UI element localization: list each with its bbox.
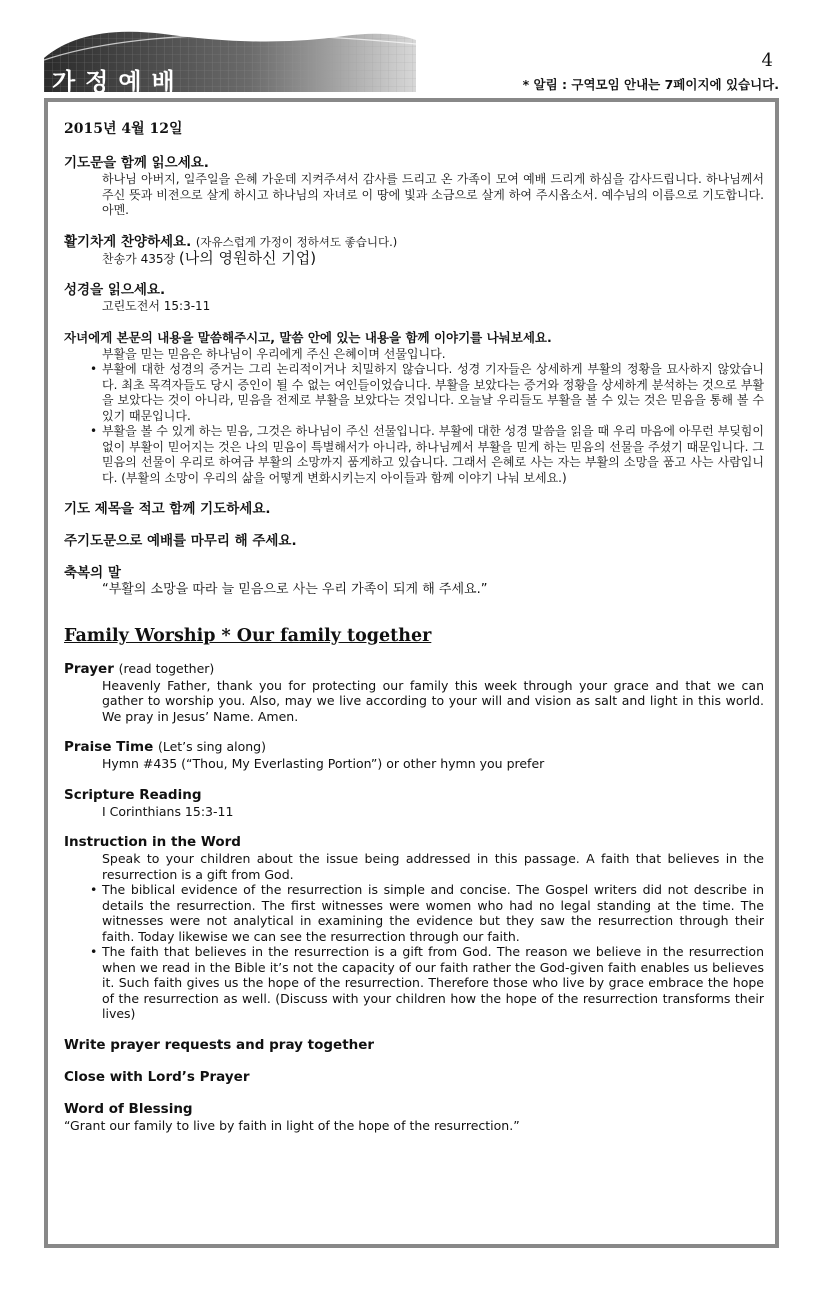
ko-praise-hymn <box>64 248 764 268</box>
en-praise-heading: Praise Time <box>64 739 154 755</box>
en-blessing-heading: Word of Blessing <box>64 1100 193 1117</box>
ko-hymn-number: 찬송가 435장 <box>102 251 176 266</box>
en-close-heading: Close with Lord’s Prayer <box>64 1068 250 1085</box>
ko-instruction-heading: 자녀에게 본문의 내용을 말씀해주시고, 말씀 안에 있는 내용을 함께 이야기를 나눠보세요. <box>64 329 552 345</box>
ko-scripture-section <box>64 281 764 315</box>
en-prayer-heading-row <box>64 660 764 678</box>
en-scripture-heading: Scripture Reading <box>64 786 202 803</box>
en-instruction-section <box>64 833 764 1022</box>
en-praise-heading-row <box>64 738 764 756</box>
en-blessing-text: “Grant our family to live by faith in light of the hope of the resurrection.” <box>64 1117 520 1133</box>
ko-blessing-text: “부활의 소망을 따라 늘 믿음으로 사는 우리 가족이 되게 해 주세요.” <box>102 582 488 597</box>
ko-instruction-intro: 부활을 믿는 믿음은 하나님이 우리에게 주신 은혜이며 선물입니다. <box>102 346 446 361</box>
list-item: • The faith that believes in the resurrection is a gift from God. The reason we believe in the resurrection when we read in the Bible it’s not the capacity of our faith rather the God-given faith enables us believes it. Such faith gives us the hope of the resurrection. Therefore those who live by grace embrace the hope of the resurrection as well. (Discuss with your children how the hope of the resurrection transforms their lives) <box>102 944 764 1022</box>
en-prayer-section <box>64 660 764 725</box>
en-prayer-text: Heavenly Father, thank you for protecting our family this week through your grace and that we can gather to worship you. Also, may we live according to your will and vision as salt and light in this world. We pray in Jesus’ Name. Amen. <box>102 677 764 724</box>
en-blessing-section <box>64 1100 764 1134</box>
ko-praise-section <box>64 233 764 268</box>
english-title: Family Worship * Our family together <box>64 625 432 646</box>
page-number: 4 <box>761 50 773 71</box>
ko-prayer-heading: 기도문을 함께 읽으세요. <box>64 155 209 171</box>
ko-close-heading: 주기도문으로 예배를 마무리 해 주세요. <box>64 533 297 549</box>
en-instruction-intro: Speak to your children about the issue being addressed in this passage. A faith that believes in the resurrection is a gift from God. <box>102 851 764 882</box>
list-item: • The biblical evidence of the resurrection is simple and concise. The Gospel writers did not describe in details the resurrection. The first witnesses were women who had no legal standing at the time. The witnesses were not analytical in examining the evidence but they saw the resurrection through their faith. Today likewise we can see the resurrection through our faith. <box>102 882 764 944</box>
en-scripture-ref: I Corinthians 15:3-11 <box>102 803 234 819</box>
notice-text: * 알림 : 구역모임 안내는 7페이지에 있습니다. <box>522 77 779 92</box>
list-item: • 부활에 대한 성경의 증거는 그리 논리적이거나 치밀하지 않습니다. 성경 기자들은 상세하게 부활의 정황을 묘사하지 않았습니다. 최초 목격자들도 당시 증인이 될 수 없는 여인들이었습니다. 부활을 보았다는 증거와 정황을 상세하게 분석하는 것으로 부활을 보았다는 것이 아니라, 믿음을 전제로 부활을 보았다는 것입니다. 오늘날 우리들도 부활을 볼 수 있는 것은 믿음을 통해 볼 수 있기 때문입니다. <box>102 362 764 424</box>
en-close-section <box>64 1068 764 1086</box>
en-instruction-heading: Instruction in the Word <box>64 834 241 850</box>
worship-content <box>64 118 764 1148</box>
ko-prayer-section <box>64 154 764 219</box>
ko-scripture-heading: 성경을 읽으세요. <box>64 282 166 298</box>
banner-title: 가정예배 <box>52 68 185 96</box>
en-scripture-section <box>64 786 764 820</box>
en-instruction-list <box>64 882 764 1022</box>
ko-pray-heading: 기도 제목을 적고 함께 기도하세요. <box>64 501 271 517</box>
ko-praise-note: (자유스럽게 가정이 정하셔도 좋습니다.) <box>195 234 398 249</box>
ko-blessing-section <box>64 564 764 598</box>
en-prayer-heading: Prayer <box>64 660 114 677</box>
ko-instruction-section <box>64 329 764 487</box>
en-praise-text: Hymn #435 (“Thou, My Everlasting Portion”) or other hymn you prefer <box>102 756 545 771</box>
ko-praise-heading: 활기차게 찬양하세요. <box>64 233 192 250</box>
ko-praise-heading-row <box>64 233 764 251</box>
en-praise-note: (Let’s sing along) <box>157 739 266 754</box>
ko-blessing-heading: 축복의 말 <box>64 565 121 581</box>
en-praise-section <box>64 738 764 772</box>
ko-instruction-list <box>64 362 764 486</box>
ko-pray-section <box>64 500 764 518</box>
ko-close-section <box>64 532 764 550</box>
ko-hymn-title: (나의 영원하신 기업) <box>178 248 317 267</box>
ko-prayer-text: 하나님 아버지, 일주일을 은혜 가운데 지켜주셔서 감사를 드리고 온 가족이 모여 예배 드리게 하심을 감사드립니다. 하나님께서 주신 뜻과 비전으로 살게 하시고 하나님의 자녀로 이 땅에 빛과 소금으로 살게 하여 주시옵소서. 예수님의 이름으로 기도합니다. 아멘. <box>102 172 764 217</box>
list-item: • 부활을 볼 수 있게 하는 믿음, 그것은 하나님이 주신 선물입니다. 부활에 대한 성경 말씀을 읽을 때 우리 마음에 아무런 부딪힘이 없이 부활이 믿어지는 것은 나의 믿음이 특별해서가 아니라, 하나님께서 부활을 믿게 하는 믿음의 선물을 주셨기 때문입니다. 그 믿음의 선물이 우리로 하여금 부활의 소망까지 품게하고 있습니다. 그래서 은혜로 사는 자는 부활의 소망을 품고 사는 사람입니다. (부활의 소망이 우리의 삶을 어떻게 변화시키는지 아이들과 함께 이야기 나눠 보세요.) <box>102 424 764 486</box>
ko-scripture-ref: 고린도전서 15:3-11 <box>102 299 211 313</box>
date: 2015년 4월 12일 <box>64 121 183 137</box>
en-pray-section <box>64 1036 764 1054</box>
en-pray-heading: Write prayer requests and pray together <box>64 1036 375 1053</box>
en-prayer-note: (read together) <box>118 660 215 676</box>
